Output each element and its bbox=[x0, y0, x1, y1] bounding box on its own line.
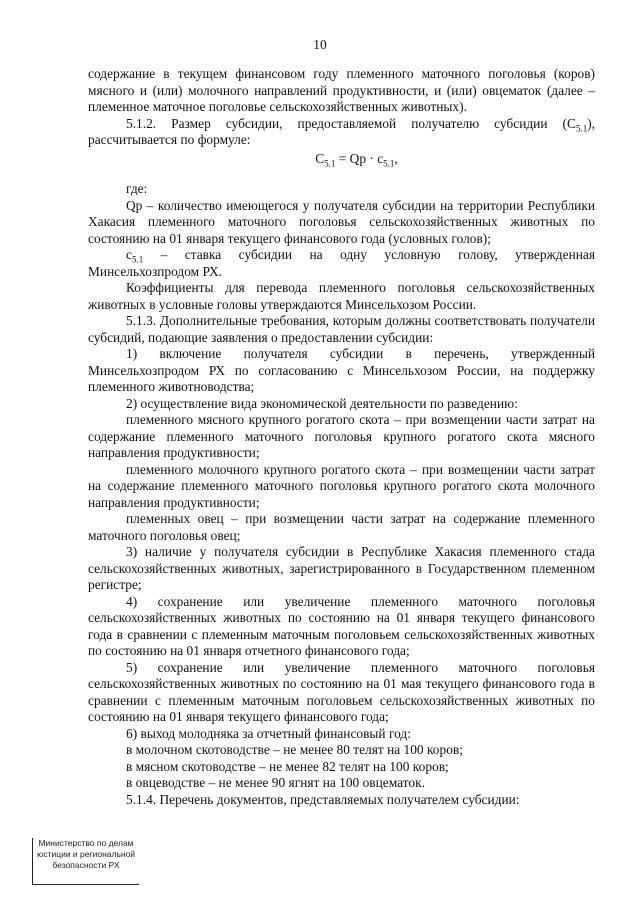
list-item-6-dairy: в молочном скотоводстве – не менее 80 телят на 100 коров; bbox=[126, 742, 463, 757]
list-item-5: 5) сохранение или увеличение племенного маточного поголовья сельскохозяйственных животных по состоянию на 01 мая текущего финансового года в сравнении с племенным маточным поголовьем сельскохозяйственных животных по состоянию на 01 января текущего финансового года; bbox=[88, 659, 595, 724]
paragraph-5-1-4: 5.1.4. Перечень документов, представляемых получателем субсидии: bbox=[126, 791, 520, 807]
list-item-6-meat: в мясном скотоводстве – не менее 82 телят на 100 коров; bbox=[126, 758, 449, 774]
stamp-line: юстиции и региональной bbox=[36, 849, 136, 859]
formula: $С_{5.1}$ = Qр · $с_{5.1}$, bbox=[315, 150, 398, 169]
list-item-2-dairy-cattle: племенного молочного крупного рогатого скота – при возмещении части затрат на содержание племенного маточного поголовья крупного рогатого скота молочного направления продуктивности; bbox=[88, 461, 595, 510]
ministry-stamp bbox=[32, 838, 139, 885]
list-item-2-meat-cattle: племенного мясного крупного рогатого скота – при возмещении части затрат на содержание племенного маточного поголовья крупного рогатого скота мясного направления продуктивности; bbox=[88, 412, 595, 460]
document-body bbox=[88, 66, 595, 808]
list-item-4: 4) сохранение или увеличение племенного маточного поголовья сельскохозяйственных животных по состоянию на 01 января текущего финансового года в сравнении с племенным маточным поголовьем сельскохозяйственных животных по состоянию на 01 января отчетного финансового года; bbox=[88, 593, 595, 658]
list-item-3: 3) наличие у получателя субсидии в Республике Хакасия племенного стада сельскохозяйственных животных, зарегистрированного в Государственном племенном регистре; bbox=[88, 544, 595, 592]
paragraph-intro: содержание в текущем финансовом году племенного маточного поголовья (коров) мясного и (или) молочного направлений продуктивности, и (или) овцематок (далее – племенное маточное поголовье сельскохозяйственных животных). bbox=[88, 66, 595, 114]
list-item-2-sheep: племенных овец – при возмещении части затрат на содержание племенного маточного поголовья овец; bbox=[88, 511, 595, 543]
list-item-6-sheep: в овцеводстве – не менее 90 ягнят на 100 овцематок. bbox=[126, 775, 425, 790]
stamp-line: безопасности РХ bbox=[52, 860, 120, 870]
paragraph-c-definition: $с_{5.1}$ – ставка субсидии на одну условную голову, утвержденная Минсельхозпродом РХ. bbox=[88, 247, 595, 279]
page-number: 10 bbox=[313, 37, 327, 52]
paragraph-where: где: bbox=[126, 181, 148, 196]
paragraph-5-1-2: 5.1.2. Размер субсидии, предоставляемой получателю субсидии $(С_{5.1})$, рассчитывается по формуле: bbox=[88, 115, 595, 147]
list-item-6: 6) выход молодняка за отчетный финансовый год: bbox=[126, 725, 411, 741]
stamp-line: Министерство по делам bbox=[38, 838, 134, 848]
paragraph-qp-definition: Qр – количество имеющегося у получателя субсидии на территории Республики Хакасия племенного маточного поголовья сельскохозяйственных животных по состоянию на 01 января текущего финансового года (условных голов); bbox=[88, 197, 595, 246]
paragraph-coefficients: Коэффициенты для перевода племенного поголовья сельскохозяйственных животных в условные головы утверждаются Минсельхозом России. bbox=[88, 280, 595, 312]
list-item-2: 2) осуществление вида экономической деятельности по разведению: bbox=[126, 395, 518, 411]
list-item-1: 1) включение получателя субсидии в перечень, утвержденный Минсельхозпродом РХ по согласованию с Минсельхозом России, на поддержку племенного животноводства; bbox=[88, 346, 595, 394]
paragraph-5-1-3: 5.1.3. Дополнительные требования, которым должны соответствовать получатели субсидий, подающие заявления о предоставлении субсидии: bbox=[88, 313, 595, 345]
